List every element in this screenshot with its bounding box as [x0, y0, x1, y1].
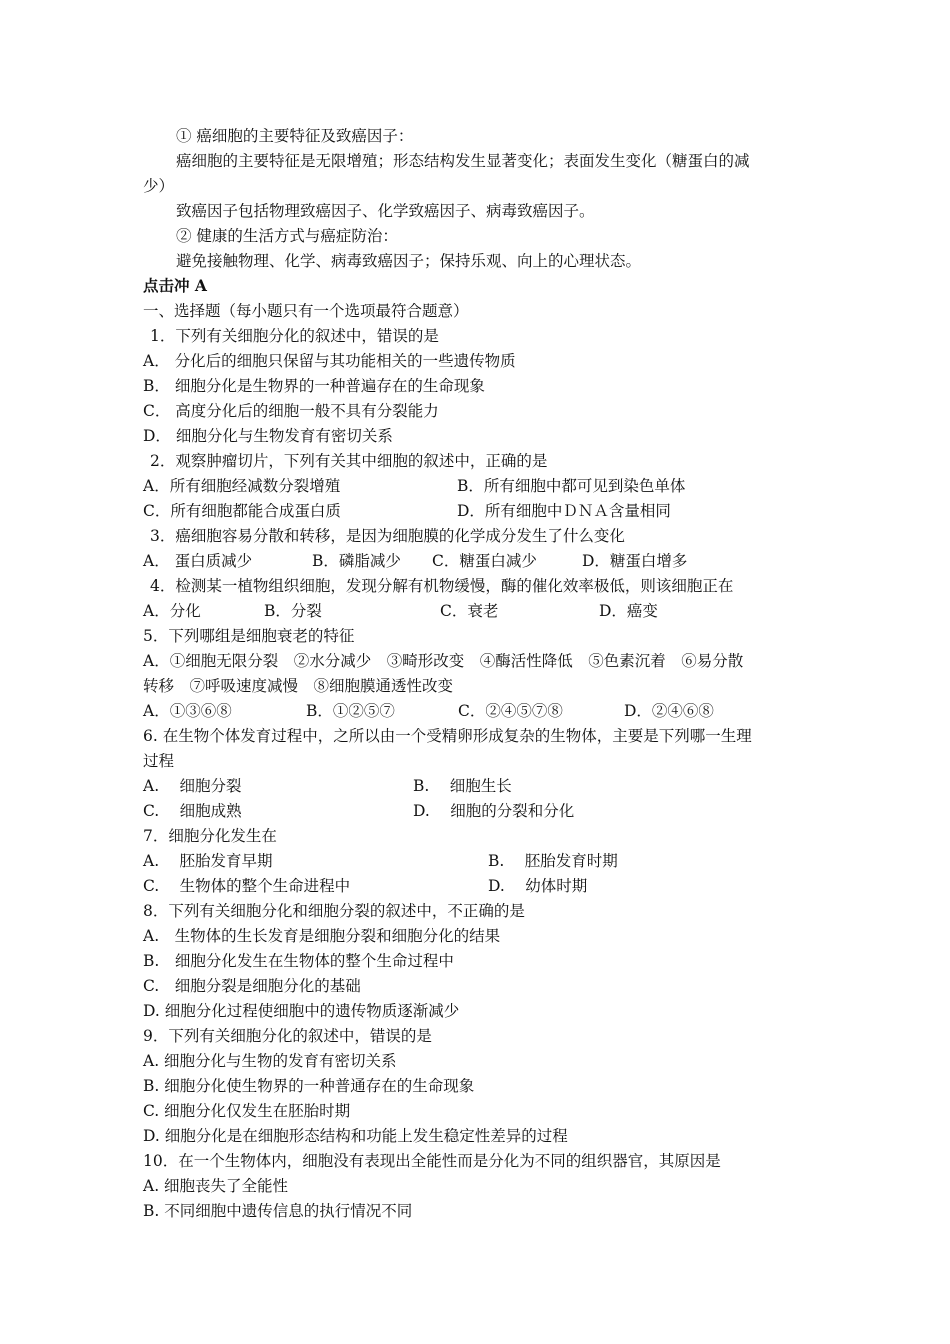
q9-option-b: B. 细胞分化使生物界的一种普通存在的生命现象 — [143, 1077, 475, 1095]
q6-option-c: C. 细胞成熟 — [143, 802, 242, 820]
intro-line-6: 避免接触物理、化学、病毒致癌因子；保持乐观、向上的心理状态。 — [176, 252, 642, 270]
q8-option-d: D. 细胞分化过程使细胞中的遗传物质逐渐减少 — [143, 1002, 460, 1020]
q1-option-c: C． 高度分化后的细胞一般不具有分裂能力 — [143, 402, 439, 420]
q6-option-d: D. 细胞的分裂和分化 — [413, 802, 575, 820]
q4-option-c: C．衰老 — [440, 602, 499, 620]
q7-option-d: D. 幼体时期 — [488, 877, 588, 895]
intro-line-3: 少） — [143, 177, 175, 195]
q5-option-d: D．②④⑥⑧ — [624, 702, 714, 720]
q5-items-line-1: A．①细胞无限分裂 ②水分减少 ③畸形改变 ④酶活性降低 ⑤色素沉着 ⑥易分散 — [143, 652, 744, 670]
q9-option-c: C. 细胞分化仅发生在胚胎时期 — [143, 1102, 351, 1120]
q7-option-c: C. 生物体的整个生命进程中 — [143, 877, 351, 895]
section-title: 点击冲 A — [143, 276, 207, 295]
q6-option-a: A. 细胞分裂 — [143, 777, 242, 795]
q8-option-c: C. 细胞分裂是细胞分化的基础 — [143, 977, 361, 995]
q3-option-b: B．磷脂减少 — [312, 552, 401, 570]
q9-option-d: D. 细胞分化是在细胞形态结构和功能上发生稳定性差异的过程 — [143, 1127, 568, 1145]
q10-stem: 10．在一个生物体内，细胞没有表现出全能性而是分化为不同的组织器官，其原因是 — [143, 1152, 721, 1170]
q2-option-c: C．所有细胞都能合成蛋白质 — [143, 502, 341, 520]
q7-option-b: B. 胚胎发育时期 — [488, 852, 618, 870]
q6-stem-line-2: 过程 — [143, 752, 175, 770]
q6-option-b: B. 细胞生长 — [413, 777, 512, 795]
q9-option-a: A. 细胞分化与生物的发育有密切关系 — [143, 1052, 397, 1070]
q4-stem: 4．检测某一植物组织细胞，发现分解有机物缓慢，酶的催化效率极低，则该细胞正在 — [150, 577, 734, 595]
q4-option-b: B．分裂 — [264, 602, 322, 620]
q1-stem: 1．下列有关细胞分化的叙述中，错误的是 — [150, 327, 439, 345]
intro-line-1: ① 癌细胞的主要特征及致癌因子： — [176, 127, 414, 145]
q6-stem-line-1: 6. 在生物个体发育过程中，之所以由一个受精卵形成复杂的生物体，主要是下列哪一生理 — [143, 727, 752, 745]
q9-stem: 9．下列有关细胞分化的叙述中，错误的是 — [143, 1027, 432, 1045]
q1-option-a: A． 分化后的细胞只保留与其功能相关的一些遗传物质 — [143, 352, 516, 370]
q3-option-d: D．糖蛋白增多 — [582, 552, 688, 570]
q7-stem: 7．细胞分化发生在 — [143, 827, 277, 845]
intro-line-5: ② 健康的生活方式与癌症防治： — [176, 227, 398, 245]
intro-line-4: 致癌因子包括物理致癌因子、化学致癌因子、病毒致癌因子。 — [176, 202, 595, 220]
q10-option-b: B. 不同细胞中遗传信息的执行情况不同 — [143, 1202, 413, 1220]
intro-line-2: 癌细胞的主要特征是无限增殖；形态结构发生显著变化；表面发生变化（糖蛋白的减 — [176, 152, 750, 170]
q5-stem: 5．下列哪组是细胞衰老的特征 — [143, 627, 355, 645]
q10-option-a: A. 细胞丧失了全能性 — [143, 1177, 289, 1195]
q8-option-a: A. 生物体的生长发育是细胞分裂和细胞分化的结果 — [143, 927, 501, 945]
part-heading: 一、选择题（每小题只有一个选项最符合题意） — [143, 302, 469, 320]
q5-option-c: C．②④⑤⑦⑧ — [458, 702, 563, 720]
q4-option-d: D．癌变 — [599, 602, 658, 620]
q1-option-d: D． 细胞分化与生物发育有密切关系 — [143, 427, 393, 445]
q8-option-b: B. 细胞分化发生在生物体的整个生命过程中 — [143, 952, 454, 970]
q1-option-b: B． 细胞分化是生物界的一种普遍存在的生命现象 — [143, 377, 485, 395]
q8-stem: 8．下列有关细胞分化和细胞分裂的叙述中，不正确的是 — [143, 902, 525, 920]
q5-items-line-2: 转移 ⑦呼吸速度减慢 ⑧细胞膜通透性改变 — [143, 677, 454, 695]
q2-stem: 2．观察肿瘤切片，下列有关其中细胞的叙述中，正确的是 — [150, 452, 548, 470]
q4-option-a: A．分化 — [143, 602, 201, 620]
q2-option-b: B．所有细胞中都可见到染色单体 — [457, 477, 686, 495]
q5-option-b: B．①②⑤⑦ — [306, 702, 395, 720]
q2-option-a: A．所有细胞经减数分裂增殖 — [143, 477, 341, 495]
q2-option-d: D．所有细胞中ＤＮＡ含量相同 — [457, 502, 671, 520]
q3-stem: 3．癌细胞容易分散和转移，是因为细胞膜的化学成分发生了什么变化 — [150, 527, 625, 545]
q3-option-c: C．糖蛋白减少 — [432, 552, 537, 570]
q5-option-a: A．①③⑥⑧ — [143, 702, 232, 720]
q3-option-a: A． 蛋白质减少 — [143, 552, 253, 570]
q7-option-a: A. 胚胎发育早期 — [143, 852, 273, 870]
